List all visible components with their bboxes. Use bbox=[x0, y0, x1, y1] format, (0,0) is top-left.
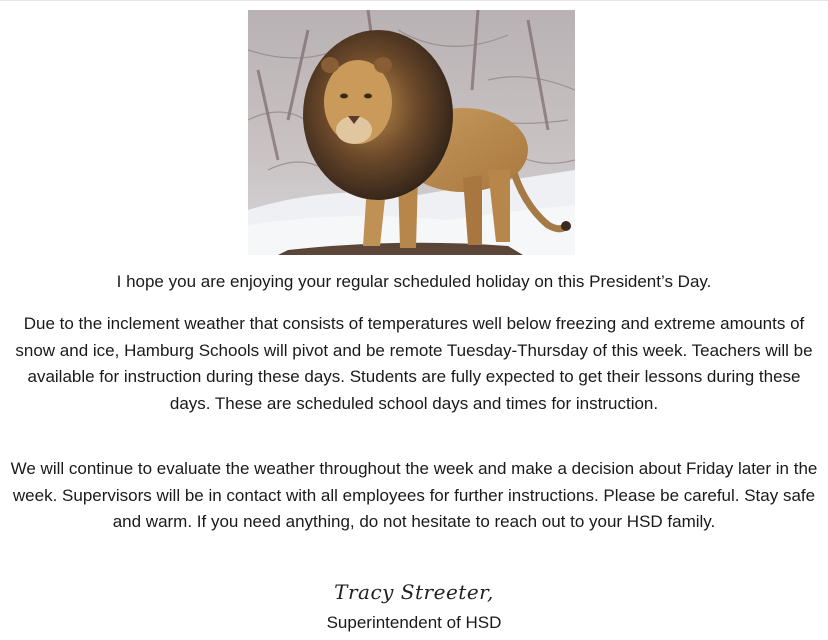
greeting-paragraph: I hope you are enjoying your regular scheduled holiday on this President’s Day. bbox=[116, 272, 712, 291]
followup-paragraph: We will continue to evaluate the weather throughout the week and make a decision about Friday later in the week. Supervisors will be in contact with all employees for further instructions. Please be careful. Stay safe and warm. If you need anything, do not hesitate to reach out to your HSD family. bbox=[10, 459, 818, 531]
announcement-paragraph: Due to the inclement weather that consists of temperatures well below freezing and extreme amounts of snow and ice, Hamburg Schools will pivot and be remote Tuesday-Thursday of this week. Teachers will be available for instruction during these days. Students are fully expected to get their lessons during these days. These are scheduled school days and times for instruction. bbox=[15, 314, 813, 413]
signature-title: Superintendent of HSD bbox=[326, 613, 502, 632]
lion-photo bbox=[248, 10, 575, 255]
top-divider bbox=[0, 0, 828, 1]
signature-name: Tracy Streeter, bbox=[334, 580, 494, 604]
